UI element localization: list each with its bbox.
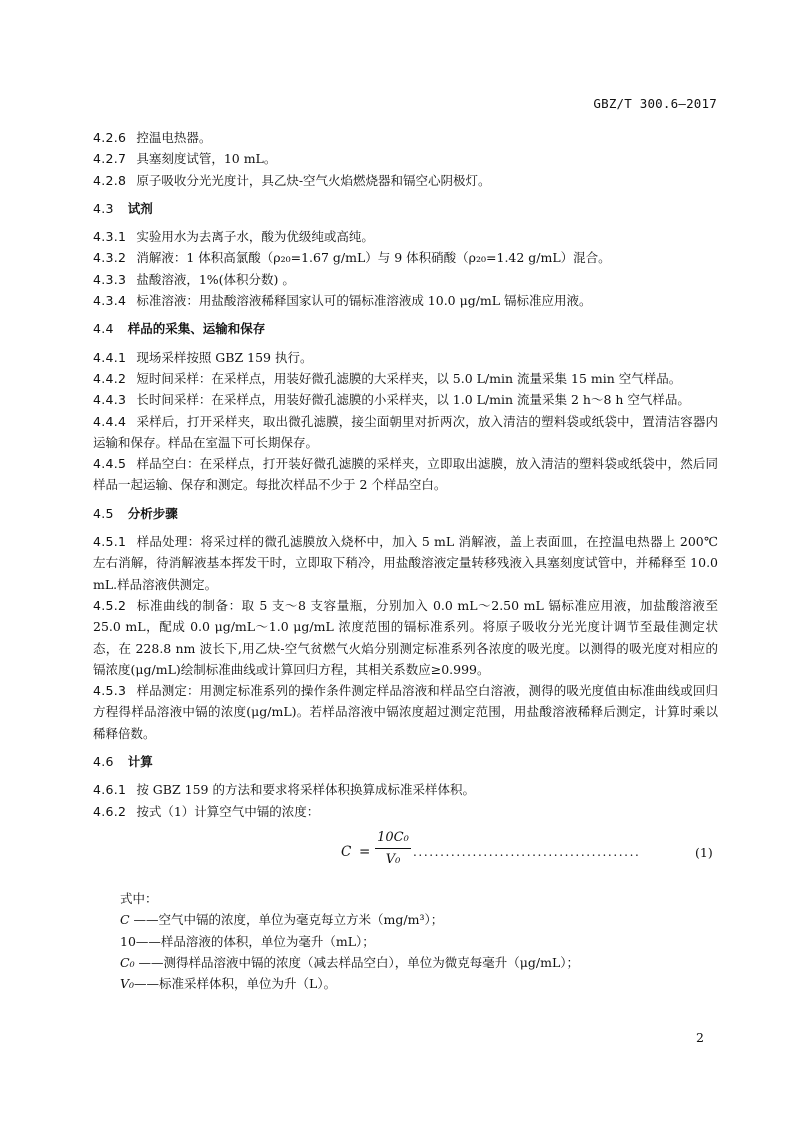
clause: 4.2.7 具塞刻度试管，10 mL。 (93, 151, 277, 167)
clause: 4.4.1 现场采样按照 GBZ 159 执行。 (93, 349, 313, 365)
clause: 4.2.6 控温电热器。 (93, 130, 212, 145)
definition-item: 10——样品溶液的体积，单位为毫升（mL）； (120, 933, 375, 949)
formula-numerator: 10C₀ (375, 828, 411, 849)
formula-leader-dots: .......................................... (413, 844, 641, 859)
formula-lhs: C (341, 843, 352, 860)
formula-denominator: V₀ (385, 851, 401, 867)
page-number: 2 (696, 1030, 704, 1045)
clause: 4.3.3 盐酸溶液，1%(体积分数) 。 (93, 271, 295, 287)
clause: 4.4.3 长时间采样：在采样点，用装好微孔滤膜的小采样夹，以 1.0 L/min 流量采集 2 h～8 h 空气样品。 (93, 392, 690, 408)
section-heading-sampling: 4.4 样品的采集、运输和保存 (93, 321, 266, 337)
formula-1 (93, 828, 718, 882)
clause: 4.5.1 样品处理：将采过样的微孔滤膜放入烧杯中，加入 5 mL 消解液，盖上表面皿，在控温电热器上 200℃左右消解，待消解液基本挥发干时，立即取下稍冷，用盐酸溶液定量转移残液入具塞刻度试管中，并稀释至 10.0 mL.样品溶液供测定。 (93, 534, 718, 592)
clause: 4.5.2 标准曲线的制备：取 5 支～8 支容量瓶，分别加入 0.0 mL～2.50 mL 镉标准应用液，加盐酸溶液至 25.0 mL，配成 0.0 μg/mL～1.0 μg/mL 浓度范围的镉标准系列。将原子吸收分光光度计调节至最佳测定状态，在 228.8 nm 波长下,用乙炔-空气贫燃气火焰分别测定标准系列各浓度的吸光度。以测得的吸光度对相应的镉浓度(μg/mL)绘制标准曲线或计算回归方程，其相关系数应≥0.999。 (93, 597, 718, 677)
formula-number: (1) (695, 844, 713, 860)
clause: 4.4.4 采样后，打开采样夹，取出微孔滤膜，接尘面朝里对折两次，放入清洁的塑料袋或纸袋中，置清洁容器内运输和保存。样品在室温下可长期保存。 (93, 413, 718, 450)
definition-item: C ——空气中镉的浓度，单位为毫克每立方米（mg/m³）； (120, 912, 444, 928)
clause: 4.3.2 消解液：1 体积高氯酸（ρ₂₀=1.67 g/mL）与 9 体积硝酸（ρ₂₀=1.42 g/mL）混合。 (93, 250, 611, 266)
clause: 4.6.2 按式（1）计算空气中镉的浓度： (93, 803, 320, 819)
section-heading-reagents: 4.3 试剂 (93, 200, 153, 216)
clause: 4.4.2 短时间采样：在采样点，用装好微孔滤膜的大采样夹，以 5.0 L/min 流量采集 15 min 空气样品。 (93, 370, 682, 386)
symbol-definitions (120, 909, 718, 994)
formula-equals: = (359, 843, 371, 860)
formula-fraction (375, 828, 411, 871)
document-body (93, 127, 718, 994)
definition-item: V₀——标准采样体积，单位为升（L）。 (120, 976, 337, 992)
definition-item: C₀ ——测得样品溶液中镉的浓度（减去样品空白），单位为微克每毫升（μg/mL）； (120, 954, 580, 970)
clause: 4.2.8 原子吸收分光光度计，具乙炔-空气火焰燃烧器和镉空心阴极灯。 (93, 172, 491, 188)
section-heading-analysis: 4.5 分析步骤 (93, 505, 178, 521)
clause: 4.6.1 按 GBZ 159 的方法和要求将采样体积换算成标准采样体积。 (93, 782, 475, 798)
standard-number: GBZ/T 300.6—2017 (593, 96, 717, 111)
section-heading-calculation: 4.6 计算 (93, 754, 153, 770)
clause: 4.5.3 样品测定：用测定标准系列的操作条件测定样品溶液和样品空白溶液，测得的吸光度值由标准曲线或回归方程得样品溶液中镉的浓度(μg/mL)。若样品溶液中镉浓度超过测定范围，用盐酸溶液稀释后测定，计算时乘以稀释倍数。 (93, 683, 718, 741)
where-label: 式中： (120, 890, 158, 906)
clause: 4.3.4 标准溶液：用盐酸溶液稀释国家认可的镉标准溶液成 10.0 μg/mL 镉标准应用液。 (93, 293, 592, 309)
clause: 4.3.1 实验用水为去离子水，酸为优级纯或高纯。 (93, 229, 374, 245)
clause: 4.4.5 样品空白：在采样点，打开装好微孔滤膜的采样夹，立即取出滤膜，放入清洁的塑料袋或纸袋中，然后同样品一起运输、保存和测定。每批次样品不少于 2 个样品空白。 (93, 456, 718, 493)
